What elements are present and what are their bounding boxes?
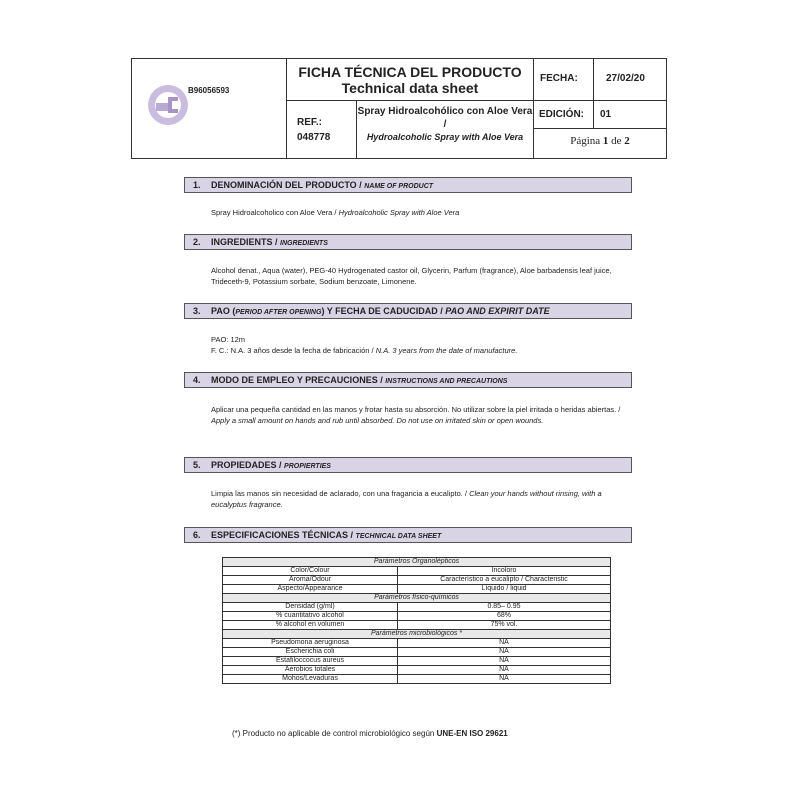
edition-value-cell bbox=[594, 101, 666, 129]
section-header-4: 4. MODO DE EMPLEO Y PRECAUCIONES / INSTRUCTIONS AND PRECAUTIONS bbox=[184, 372, 632, 388]
table-row bbox=[223, 567, 611, 576]
section-header-6: 6. ESPECIFICACIONES TÉCNICAS / TECHNICAL DATA SHEET bbox=[184, 527, 632, 543]
company-logo bbox=[146, 83, 190, 127]
section-header-1: 1. DENOMINACIÓN DEL PRODUCTO / NAME OF PRODUCT bbox=[184, 177, 632, 193]
table-cell: Aroma/Odour bbox=[223, 576, 398, 585]
table-cell: % cuantitativo alcohol bbox=[223, 612, 398, 621]
table-cell: NA bbox=[398, 675, 611, 684]
table-cell: NA bbox=[398, 639, 611, 648]
table-cell: NA bbox=[398, 666, 611, 675]
table-cell: Pseudomona aeruginosa bbox=[223, 639, 398, 648]
section-body-3: PAO: 12m F. C.: N.A. 3 años desde la fecha de fabricación / N.A. 3 years from the date of manufacture. bbox=[211, 335, 518, 355]
section-header-5: 5. PROPIEDADES / PROPIERTIES bbox=[184, 457, 632, 473]
section-body-4: Aplicar una pequeña cantidad en las manos y frotar hasta su absorción. No utilizar sobre la piel irritada o heridas abiertas. / Apply a small amount on hands and rub until absorbed. Do not use on irritated skin or open wounds. bbox=[211, 405, 621, 425]
table-cell: Característico a eucalipto / Characteristic bbox=[398, 576, 611, 585]
table-cell: NA bbox=[398, 657, 611, 666]
table-cell: Color/Colour bbox=[223, 567, 398, 576]
table-cell: Escherichia coli bbox=[223, 648, 398, 657]
table-cell: Aspecto/Appearance bbox=[223, 585, 398, 594]
document-title: FICHA TÉCNICA DEL PRODUCTO bbox=[298, 64, 522, 80]
table-cell: Aerobios totales bbox=[223, 666, 398, 675]
logo-cell bbox=[132, 59, 287, 158]
ref-cell bbox=[287, 101, 357, 158]
table-cell: Estafiloccocus aureus bbox=[223, 657, 398, 666]
table-row bbox=[223, 639, 611, 648]
edition-label: EDICIÓN: bbox=[539, 109, 584, 120]
table-row bbox=[223, 585, 611, 594]
table-row bbox=[223, 666, 611, 675]
table-row bbox=[223, 657, 611, 666]
section-body-1: Spray Hidroalcoholico con Aloe Vera / Hydroalcoholic Spray with Aloe Vera bbox=[211, 208, 460, 217]
edition-value: 01 bbox=[600, 109, 612, 120]
page-indicator: Página 1 de 2 bbox=[570, 135, 630, 147]
date-value-cell bbox=[594, 59, 666, 101]
ref-value: 048778 bbox=[297, 132, 331, 143]
table-row bbox=[223, 675, 611, 684]
spec-group-title: Parámetros microbiológicos * bbox=[223, 630, 611, 639]
section-body-2: Alcohol denat., Aqua (water), PEG-40 Hydrogenated castor oil, Glycerin, Parfum (fragrance), Aloe barbadensis leaf juice, Trideceth-9, Potassium sorbate, Sodium benzoate, Limonene. bbox=[211, 266, 612, 286]
table-cell: % alcohol en volumen bbox=[223, 621, 398, 630]
document-subtitle: Technical data sheet bbox=[341, 80, 479, 96]
table-cell: NA bbox=[398, 648, 611, 657]
footnote: (*) Producto no aplicable de control microbiológico según UNE-EN ISO 29621 bbox=[232, 729, 508, 738]
table-row bbox=[223, 576, 611, 585]
edition-label-cell bbox=[534, 101, 594, 129]
product-name-es: Spray Hidroalcohólico con Aloe Vera / bbox=[357, 106, 533, 130]
table-row bbox=[223, 621, 611, 630]
table-row bbox=[223, 612, 611, 621]
table-cell: Densidad (g/ml) bbox=[223, 603, 398, 612]
section-header-3: 3. PAO (PERIOD AFTER OPENING) Y FECHA DE CADUCIDAD / PAO AND EXPIRIT DATE bbox=[184, 303, 632, 319]
table-cell: Incoloro bbox=[398, 567, 611, 576]
table-cell: Mohos/Levaduras bbox=[223, 675, 398, 684]
company-cif: B96056593 bbox=[188, 86, 230, 95]
table-cell: 0.85– 0.95 bbox=[398, 603, 611, 612]
table-cell: 68% bbox=[398, 612, 611, 621]
title-cell bbox=[287, 59, 534, 101]
table-cell: Líquido / liquid bbox=[398, 585, 611, 594]
section-body-5: Limpia las manos sin necesidad de aclarado, con una fragancia a eucalipto. / Clean your hands without rinsing, with a eucalyptus fragrance. bbox=[211, 489, 602, 509]
section-header-2: 2. INGREDIENTS / INGREDIENTS bbox=[184, 234, 632, 250]
spec-group-title: Parámetros físico-químicos bbox=[223, 594, 611, 603]
ref-label: REF.: bbox=[297, 117, 322, 128]
page-cell bbox=[534, 129, 666, 158]
product-name-en: Hydroalcoholic Spray with Aloe Vera bbox=[366, 132, 524, 142]
table-row bbox=[223, 603, 611, 612]
spec-table bbox=[222, 557, 611, 684]
date-label-cell bbox=[534, 59, 594, 101]
spec-group-title: Parámetros Organolépticos bbox=[223, 558, 611, 567]
table-row bbox=[223, 648, 611, 657]
date-label: FECHA: bbox=[540, 73, 578, 84]
date-value: 27/02/20 bbox=[606, 73, 645, 84]
table-cell: 75% vol. bbox=[398, 621, 611, 630]
product-name-cell bbox=[357, 101, 534, 158]
header-table bbox=[131, 58, 667, 159]
